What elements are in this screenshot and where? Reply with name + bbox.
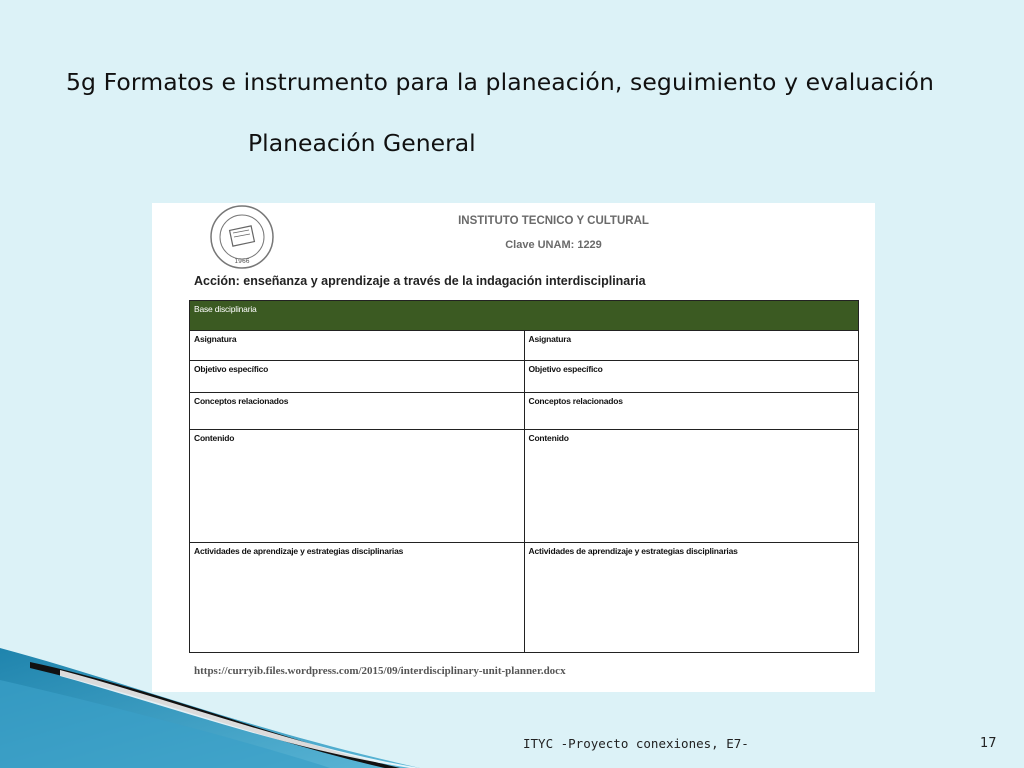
table-cell: Conceptos relacionados xyxy=(524,393,859,430)
table-header-cell: Base disciplinaria xyxy=(190,301,859,331)
page-number: 17 xyxy=(980,736,997,751)
institute-seal-icon xyxy=(209,204,275,270)
table-cell: Objetivo específico xyxy=(190,361,525,393)
seal-year: 1966 xyxy=(234,258,250,265)
table-cell: Contenido xyxy=(524,430,859,543)
table-row xyxy=(190,331,859,361)
table-row xyxy=(190,430,859,543)
table-cell: Asignatura xyxy=(524,331,859,361)
table-cell: Objetivo específico xyxy=(524,361,859,393)
unit-planner-table xyxy=(189,300,859,653)
table-row xyxy=(190,393,859,430)
decorative-wave xyxy=(0,640,420,768)
slide-title: 5g Formatos e instrumento para la planeación, seguimiento y evaluación xyxy=(66,68,934,96)
table-cell: Actividades de aprendizaje y estrategias disciplinarias xyxy=(190,543,525,653)
table-cell: Asignatura xyxy=(190,331,525,361)
table-cell: Contenido xyxy=(190,430,525,543)
document-image xyxy=(152,203,875,692)
table-row xyxy=(190,361,859,393)
footer-text: ITYC -Proyecto conexiones, E7- xyxy=(523,736,749,751)
table-row xyxy=(190,543,859,653)
action-heading: Acción: enseñanza y aprendizaje a través de la indagación interdisciplinaria xyxy=(194,274,646,288)
table-cell: Actividades de aprendizaje y estrategias disciplinarias xyxy=(524,543,859,653)
table-cell: Conceptos relacionados xyxy=(190,393,525,430)
slide-subtitle: Planeación General xyxy=(248,129,476,157)
source-url: https://curryib.files.wordpress.com/2015/09/interdisciplinary-unit-planner.docx xyxy=(194,665,566,677)
institute-clave: Clave UNAM: 1229 xyxy=(505,239,602,251)
institute-name: INSTITUTO TECNICO Y CULTURAL xyxy=(458,215,649,227)
